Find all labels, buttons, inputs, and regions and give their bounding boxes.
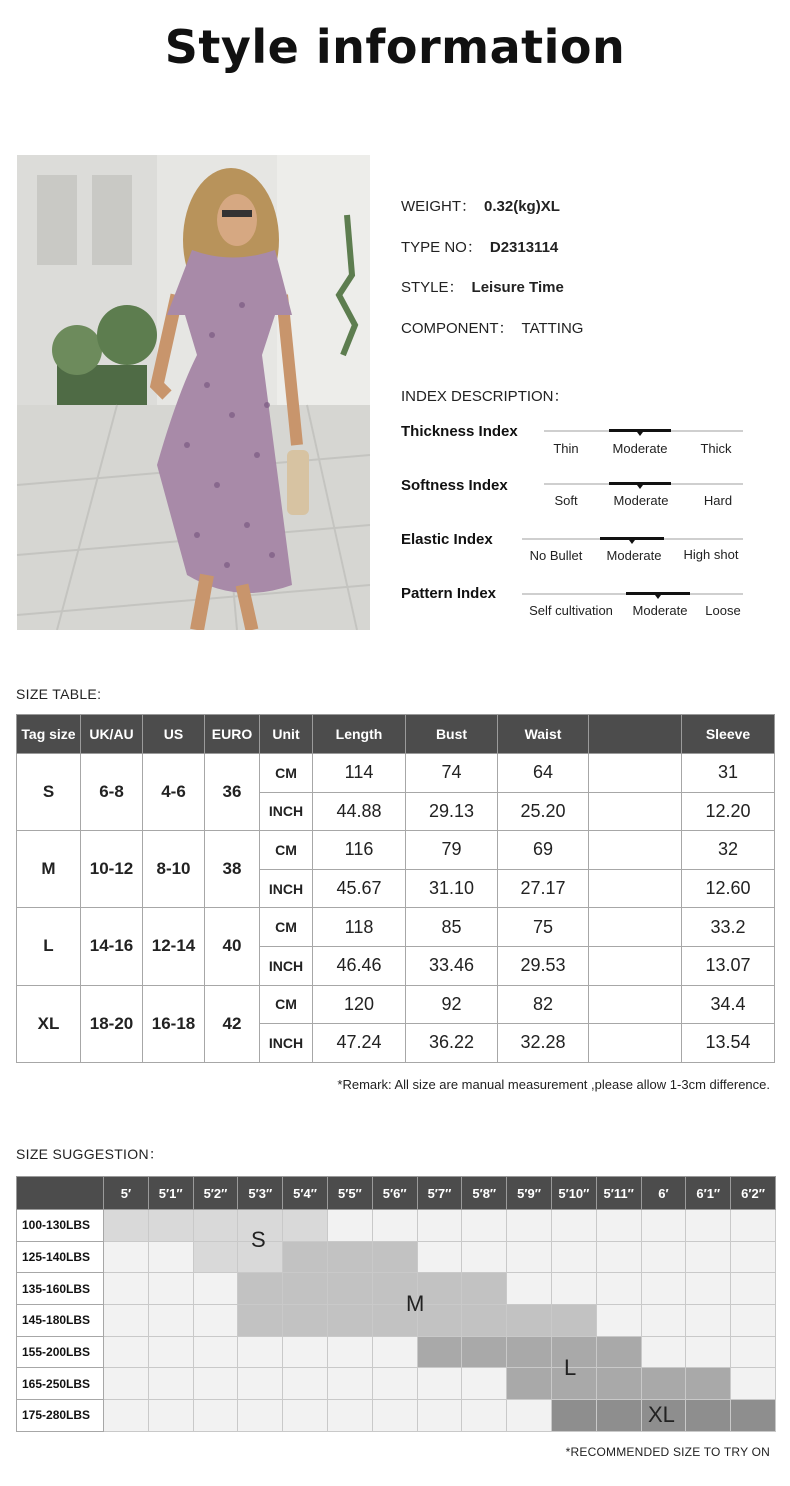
col-tag-size: Tag size xyxy=(17,715,81,754)
tag-size-cell: M xyxy=(17,831,81,908)
unit-cell: INCH xyxy=(260,946,313,985)
us-cell: 12-14 xyxy=(143,908,205,985)
length-cell: 45.67 xyxy=(313,869,406,908)
component-value: TATTING xyxy=(521,320,584,337)
pattern-high-label: Loose xyxy=(705,603,741,618)
weight-label: 155-200LBS xyxy=(17,1336,104,1368)
sleeve-cell: 32 xyxy=(682,831,775,870)
grid-cell xyxy=(104,1368,149,1400)
table-row xyxy=(17,1368,776,1400)
height-header: 5′7″ xyxy=(417,1177,462,1210)
pattern-index-label: Pattern Index xyxy=(401,585,497,602)
grid-cell xyxy=(327,1305,372,1337)
grid-cell xyxy=(462,1241,507,1273)
weight-label: WEIGHT： xyxy=(401,198,476,215)
softness-low-label: Soft xyxy=(554,493,578,508)
uk-cell: 18-20 xyxy=(81,985,143,1062)
elastic-high-label: High shot xyxy=(683,547,739,562)
grid-cell xyxy=(193,1400,238,1432)
grid-cell xyxy=(417,1210,462,1242)
grid-cell xyxy=(372,1336,417,1368)
height-header: 5′ xyxy=(104,1177,149,1210)
grid-cell xyxy=(372,1368,417,1400)
euro-cell: 40 xyxy=(205,908,260,985)
tag-size-cell: XL xyxy=(17,985,81,1062)
us-cell: 8-10 xyxy=(143,831,205,908)
grid-cell xyxy=(104,1241,149,1273)
size-table-heading: SIZE TABLE: xyxy=(16,686,102,702)
bust-cell: 85 xyxy=(406,908,498,947)
size-table xyxy=(16,714,775,1063)
grid-cell xyxy=(148,1400,193,1432)
type-label: TYPE NO： xyxy=(401,239,482,256)
grid-cell xyxy=(731,1305,776,1337)
grid-cell xyxy=(327,1400,372,1432)
weight-label: 165-250LBS xyxy=(17,1368,104,1400)
style-value: Leisure Time xyxy=(471,279,564,296)
grid-cell xyxy=(641,1336,686,1368)
sleeve-cell: 34.4 xyxy=(682,985,775,1024)
height-header: 6′2″ xyxy=(731,1177,776,1210)
grid-cell xyxy=(148,1305,193,1337)
grid-cell xyxy=(462,1305,507,1337)
thickness-index-pointer xyxy=(637,432,643,436)
grid-cell xyxy=(417,1368,462,1400)
table-row xyxy=(17,1336,776,1368)
uk-cell: 14-16 xyxy=(81,908,143,985)
table-row xyxy=(17,1273,776,1305)
height-header: 5′6″ xyxy=(372,1177,417,1210)
grid-cell xyxy=(283,1210,328,1242)
waist-cell: 32.28 xyxy=(498,1024,589,1063)
col-bust: Bust xyxy=(406,715,498,754)
blank-cell xyxy=(589,946,682,985)
length-cell: 120 xyxy=(313,985,406,1024)
height-header: 5′11″ xyxy=(596,1177,641,1210)
pattern-mid-label: Moderate xyxy=(632,603,688,618)
blank-cell xyxy=(589,754,682,793)
grid-cell xyxy=(238,1273,283,1305)
col-waist: Waist xyxy=(498,715,589,754)
grid-cell xyxy=(327,1241,372,1273)
grid-cell xyxy=(148,1273,193,1305)
grid-cell xyxy=(686,1241,731,1273)
grid-cell xyxy=(148,1210,193,1242)
height-header: 5′2″ xyxy=(193,1177,238,1210)
pattern-low-label: Self cultivation xyxy=(529,603,613,618)
height-header: 5′8″ xyxy=(462,1177,507,1210)
euro-cell: 42 xyxy=(205,985,260,1062)
elastic-index-label: Elastic Index xyxy=(401,531,493,548)
component-row xyxy=(401,317,583,338)
col-sleeve: Sleeve xyxy=(682,715,775,754)
grid-cell xyxy=(551,1241,596,1273)
grid-cell xyxy=(283,1336,328,1368)
grid-cell xyxy=(507,1305,552,1337)
grid-cell xyxy=(551,1210,596,1242)
grid-cell xyxy=(327,1210,372,1242)
size-zone-m-label: M xyxy=(406,1291,425,1316)
blank-cell xyxy=(589,985,682,1024)
unit-cell: INCH xyxy=(260,792,313,831)
tag-size-cell: S xyxy=(17,754,81,831)
grid-cell xyxy=(507,1336,552,1368)
table-row xyxy=(17,754,775,793)
grid-cell xyxy=(193,1305,238,1337)
type-value: D2313114 xyxy=(489,239,559,256)
grid-cell xyxy=(238,1336,283,1368)
grid-cell xyxy=(283,1305,328,1337)
grid-cell xyxy=(104,1400,149,1432)
style-row xyxy=(401,276,564,297)
grid-cell xyxy=(596,1210,641,1242)
col-blank xyxy=(589,715,682,754)
blank-cell xyxy=(589,908,682,947)
elastic-mid-label: Moderate xyxy=(606,548,662,563)
grid-cell xyxy=(104,1273,149,1305)
sleeve-cell: 13.54 xyxy=(682,1024,775,1063)
grid-cell xyxy=(596,1305,641,1337)
grid-cell xyxy=(372,1241,417,1273)
grid-cell xyxy=(104,1336,149,1368)
uk-cell: 10-12 xyxy=(81,831,143,908)
grid-cell xyxy=(193,1210,238,1242)
grid-cell xyxy=(193,1241,238,1273)
weight-label: 175-280LBS xyxy=(17,1400,104,1432)
size-zone-l-label: L xyxy=(564,1355,577,1380)
grid-cell xyxy=(417,1241,462,1273)
grid-cell xyxy=(641,1241,686,1273)
table-row xyxy=(17,1241,776,1273)
recommendation-note: *RECOMMENDED SIZE TO TRY ON xyxy=(565,1445,770,1459)
sleeve-cell: 33.2 xyxy=(682,908,775,947)
waist-cell: 64 xyxy=(498,754,589,793)
softness-high-label: Hard xyxy=(703,493,733,508)
grid-cell xyxy=(596,1273,641,1305)
grid-cell xyxy=(104,1305,149,1337)
length-cell: 46.46 xyxy=(313,946,406,985)
waist-cell: 29.53 xyxy=(498,946,589,985)
col-unit: Unit xyxy=(260,715,313,754)
grid-cell xyxy=(507,1273,552,1305)
length-cell: 44.88 xyxy=(313,792,406,831)
size-zone-xl-label: XL xyxy=(648,1402,675,1427)
grid-cell xyxy=(507,1210,552,1242)
bust-cell: 29.13 xyxy=(406,792,498,831)
grid-cell xyxy=(596,1400,641,1432)
grid-cell xyxy=(462,1400,507,1432)
blank-cell xyxy=(589,831,682,870)
bust-cell: 31.10 xyxy=(406,869,498,908)
grid-cell xyxy=(551,1305,596,1337)
height-header: 5′3″ xyxy=(238,1177,283,1210)
height-header: 5′5″ xyxy=(327,1177,372,1210)
us-cell: 4-6 xyxy=(143,754,205,831)
grid-cell xyxy=(551,1273,596,1305)
type-row xyxy=(401,236,558,257)
weight-row xyxy=(401,195,560,216)
grid-cell xyxy=(193,1336,238,1368)
grid-cell xyxy=(507,1368,552,1400)
component-label: COMPONENT： xyxy=(401,320,514,337)
page-title: Style information xyxy=(164,20,626,74)
grid-cell xyxy=(148,1336,193,1368)
tag-size-cell: L xyxy=(17,908,81,985)
length-cell: 114 xyxy=(313,754,406,793)
unit-cell: CM xyxy=(260,985,313,1024)
thickness-low-label: Thin xyxy=(553,441,579,456)
height-header: 5′9″ xyxy=(507,1177,552,1210)
grid-cell xyxy=(507,1400,552,1432)
grid-cell xyxy=(507,1241,552,1273)
product-photo xyxy=(17,155,370,630)
table-row xyxy=(17,908,775,947)
bust-cell: 92 xyxy=(406,985,498,1024)
height-header: 6′1″ xyxy=(686,1177,731,1210)
thickness-high-label: Thick xyxy=(700,441,732,456)
height-header: 5′4″ xyxy=(283,1177,328,1210)
thickness-mid-label: Moderate xyxy=(612,441,668,456)
grid-cell xyxy=(596,1336,641,1368)
grid-cell xyxy=(327,1336,372,1368)
thickness-index-label: Thickness Index xyxy=(401,423,518,440)
grid-cell xyxy=(731,1241,776,1273)
grid-cell xyxy=(462,1336,507,1368)
grid-cell xyxy=(148,1241,193,1273)
grid-cell xyxy=(731,1273,776,1305)
grid-cell xyxy=(104,1210,149,1242)
height-header: 6′ xyxy=(641,1177,686,1210)
weight-label: 145-180LBS xyxy=(17,1305,104,1337)
height-header: 5′10″ xyxy=(551,1177,596,1210)
blank-cell xyxy=(589,869,682,908)
softness-index-label: Softness Index xyxy=(401,477,508,494)
grid-corner xyxy=(17,1177,104,1210)
bust-cell: 36.22 xyxy=(406,1024,498,1063)
size-suggestion-heading: SIZE SUGGESTION： xyxy=(16,1146,164,1162)
style-label: STYLE： xyxy=(401,279,464,296)
unit-cell: INCH xyxy=(260,1024,313,1063)
bust-cell: 79 xyxy=(406,831,498,870)
grid-cell xyxy=(462,1273,507,1305)
grid-cell xyxy=(417,1336,462,1368)
blank-cell xyxy=(589,1024,682,1063)
sleeve-cell: 31 xyxy=(682,754,775,793)
suggestion-header-row xyxy=(17,1177,776,1210)
sleeve-cell: 13.07 xyxy=(682,946,775,985)
uk-cell: 6-8 xyxy=(81,754,143,831)
col-us: US xyxy=(143,715,205,754)
blank-cell xyxy=(589,792,682,831)
grid-cell xyxy=(462,1368,507,1400)
softness-mid-label: Moderate xyxy=(613,493,669,508)
waist-cell: 75 xyxy=(498,908,589,947)
size-zone-s-label: S xyxy=(251,1227,266,1252)
grid-cell xyxy=(551,1400,596,1432)
grid-cell xyxy=(417,1400,462,1432)
unit-cell: CM xyxy=(260,754,313,793)
grid-cell xyxy=(283,1273,328,1305)
elastic-low-label: No Bullet xyxy=(529,548,583,563)
table-row xyxy=(17,1305,776,1337)
grid-cell xyxy=(731,1368,776,1400)
col-euro: EURO xyxy=(205,715,260,754)
grid-cell xyxy=(731,1210,776,1242)
grid-cell xyxy=(686,1210,731,1242)
table-row xyxy=(17,985,775,1024)
grid-cell xyxy=(238,1368,283,1400)
grid-cell xyxy=(327,1368,372,1400)
length-cell: 118 xyxy=(313,908,406,947)
grid-cell xyxy=(641,1210,686,1242)
grid-cell xyxy=(686,1273,731,1305)
weight-label: 100-130LBS xyxy=(17,1210,104,1242)
grid-cell xyxy=(731,1336,776,1368)
grid-cell xyxy=(686,1368,731,1400)
unit-cell: INCH xyxy=(260,869,313,908)
grid-cell xyxy=(193,1273,238,1305)
grid-cell xyxy=(193,1368,238,1400)
bust-cell: 74 xyxy=(406,754,498,793)
model-illustration xyxy=(17,155,370,630)
waist-cell: 82 xyxy=(498,985,589,1024)
grid-cell xyxy=(327,1273,372,1305)
waist-cell: 27.17 xyxy=(498,869,589,908)
grid-cell xyxy=(641,1368,686,1400)
grid-cell xyxy=(372,1210,417,1242)
waist-cell: 69 xyxy=(498,831,589,870)
grid-cell xyxy=(596,1368,641,1400)
pattern-index-pointer xyxy=(655,595,661,599)
grid-cell xyxy=(283,1241,328,1273)
size-suggestion-grid xyxy=(16,1176,776,1432)
unit-cell: CM xyxy=(260,908,313,947)
grid-cell xyxy=(372,1400,417,1432)
grid-cell xyxy=(148,1368,193,1400)
waist-cell: 25.20 xyxy=(498,792,589,831)
grid-cell xyxy=(686,1336,731,1368)
grid-cell xyxy=(238,1305,283,1337)
grid-cell xyxy=(283,1400,328,1432)
sleeve-cell: 12.60 xyxy=(682,869,775,908)
euro-cell: 38 xyxy=(205,831,260,908)
length-cell: 47.24 xyxy=(313,1024,406,1063)
grid-cell xyxy=(462,1210,507,1242)
remark-note: *Remark: All size are manual measurement ,please allow 1-3cm difference. xyxy=(337,1077,770,1092)
grid-cell xyxy=(686,1400,731,1432)
grid-cell xyxy=(641,1273,686,1305)
table-row xyxy=(17,831,775,870)
height-header: 5′1″ xyxy=(148,1177,193,1210)
softness-index-pointer xyxy=(637,485,643,489)
us-cell: 16-18 xyxy=(143,985,205,1062)
euro-cell: 36 xyxy=(205,754,260,831)
weight-label: 135-160LBS xyxy=(17,1273,104,1305)
bust-cell: 33.46 xyxy=(406,946,498,985)
col-uk-au: UK/AU xyxy=(81,715,143,754)
index-heading: INDEX DESCRIPTION： xyxy=(401,388,569,405)
grid-cell xyxy=(731,1400,776,1432)
col-length: Length xyxy=(313,715,406,754)
size-table-header xyxy=(17,715,775,754)
grid-cell xyxy=(238,1400,283,1432)
grid-cell xyxy=(641,1305,686,1337)
weight-value: 0.32(kg)XL xyxy=(484,198,560,215)
table-row xyxy=(17,1210,776,1242)
grid-cell xyxy=(283,1368,328,1400)
elastic-index-pointer xyxy=(629,540,635,544)
grid-cell xyxy=(596,1241,641,1273)
grid-cell xyxy=(686,1305,731,1337)
length-cell: 116 xyxy=(313,831,406,870)
unit-cell: CM xyxy=(260,831,313,870)
sleeve-cell: 12.20 xyxy=(682,792,775,831)
weight-label: 125-140LBS xyxy=(17,1241,104,1273)
